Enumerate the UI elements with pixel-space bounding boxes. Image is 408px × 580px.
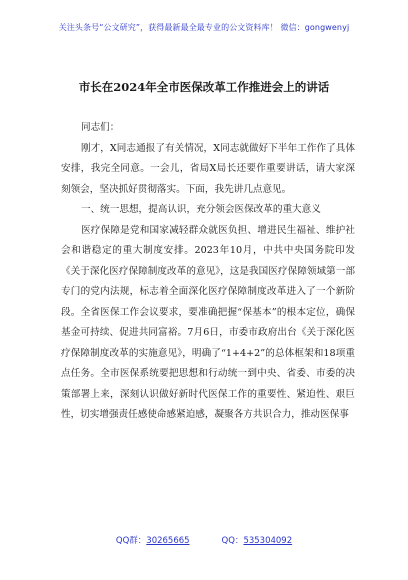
- paragraph-opening: 刚才，X同志通报了有关情况，X同志就做好下半年工作作了具体安排，我完全同意。一会儿，省局X局长还要作重要讲话，请大家深刻领会，坚决抓好贯彻落实。下面，我先讲几点意见。: [61, 142, 355, 195]
- document-body: [61, 118, 355, 426]
- qq-group-number: 30265665: [146, 536, 190, 546]
- qq-group-label: QQ群：: [115, 536, 147, 546]
- qq-number: 535304092: [243, 536, 293, 546]
- section-heading-1: 一、统一思想，提高认识，充分领会医保改革的重大意义: [81, 204, 321, 215]
- salutation: 同志们：: [81, 122, 120, 133]
- document-title: 市长在2024年全市医保改革工作推进会上的讲话: [78, 80, 330, 94]
- paragraph-body: 医疗保障是党和国家减轻群众就医负担、增进民生福祉、维护社会和谐稳定的重大制度安排。2023年10月，中共中央国务院印发《关于深化医疗保障制度改革的意见》，这是我国医疗保障领域第一部专门的党内法规，标志着全面深化医疗保障制度改革进入了一个新阶段。全省医保工作会议要求，要准确把握“保基本”的根本定位，确保基金可持续、促进共同富裕。7月6日，市委市政府出台《关于深化医疗保障制度改革的实施意见》，明确了“1+4+2”的总体框架和18项重点任务。全市医保系统要把思想和行动统一到中央、省委、市委的决策部署上来，深刻认识做好新时代医保工作的重要性、紧迫性、艰巨性，切实增强责任感使命感紧迫感，凝聚各方共识合力，推动医保事: [61, 224, 355, 420]
- page-footer: [0, 534, 408, 546]
- page-header-banner: 关注头条号“公文研究”，获得最新最全最专业的公文资料库！ 微信：gongwenyj: [58, 23, 350, 32]
- qq-label: QQ：: [221, 536, 244, 546]
